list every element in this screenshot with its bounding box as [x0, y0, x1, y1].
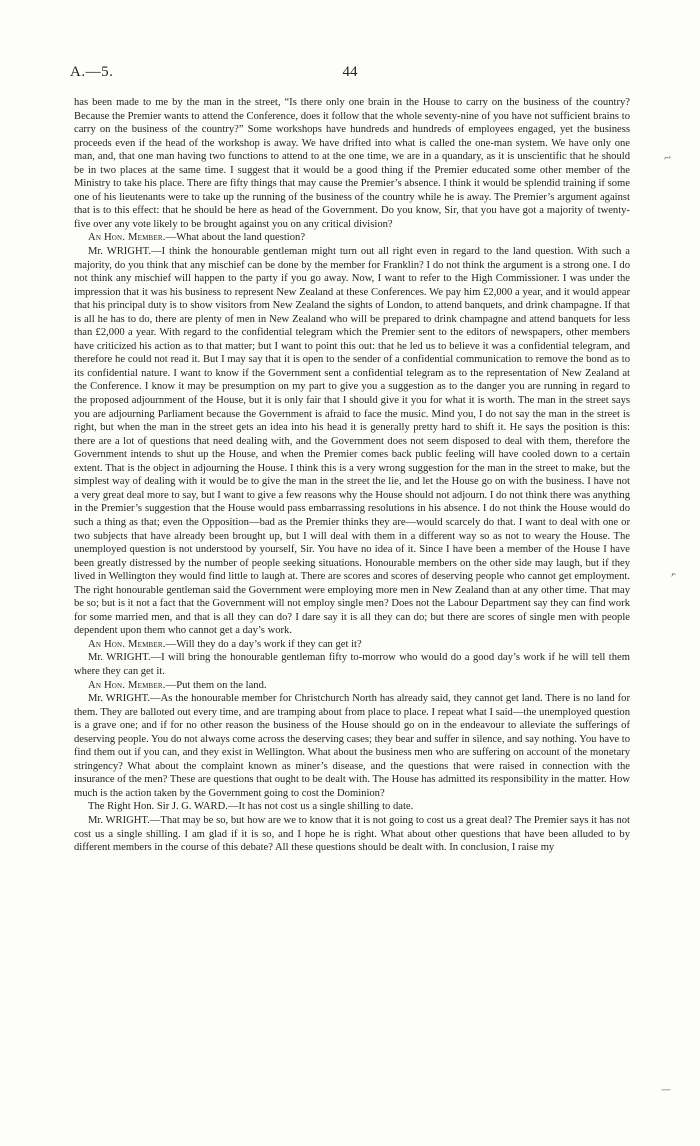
- paragraph-speech: [74, 814, 630, 855]
- speaker-name: Mr. WRIGHT.: [88, 652, 151, 664]
- paragraph-interjection: [74, 231, 630, 245]
- page-header: [70, 64, 630, 84]
- speaker-name: The Right Hon. Sir J. G. WARD.: [88, 801, 228, 813]
- document-reference: A.—5.: [70, 64, 114, 80]
- margin-pencil-mark: /: [658, 1085, 674, 1095]
- paragraph-text: —I think the honourable gentleman might turn out all right even in regard to the land question. With such a majority, do you think that any mischief can be done by the member for Franklin? I do not think the argument is a strong one. I do not think any mischief will happen to the party if you go away. Now, I want to refer to the High Commissioner. I was under the impression that it was his business to represent New Zealand at these Conferences. We pay him £2,000 a year, and it would appear that his principal duty is to show visitors from New Zealand the sights of London, to attend banquets, and drink champagne. If that is all he has to do, there are plenty of men in New Zealand who will be prepared to drink champagne and attend banquets for less than £2,000 a year. With regard to the confidential telegram which the Premier sent to the editors of newspapers, other members have criticized his action as to that matter; but I want to point this out: that he led us to believe it was a confidential telegram, and therefore he could not read it. But I may say that it is open to the sender of a confidential communication to remove the bond as to its confidential nature. I want to know if the Government sent a confidential telegram as to the representation of New Zealand at the Conference. I know it may be presumption on my part to give you a suggestion as to the danger you are running in regard to the proposed adjournment of the House, but it is only fair that I should give it you for what it is worth. The man in the street says you are adjourning Parliament because the Government is afraid to face the music. Mind you, I do not say the man in the street is right, but when the man in the street gets an idea into his head it is generally pretty hard to shift it. He says the position is this: there are a lot of questions that need dealing with, and the Government does not seem disposed to deal with them, therefore the Government intends to shut up the House, and when the Premier comes back public feeling will have cooled down to a certain extent. That is the object in adjourning the House. I think this is a very wrong suggestion for the man in the street to make, but the simplest way of dealing with it would be to give the man in the street the lie, and let the House go on with the business. I have not a very great deal more to say, but I want to give a few reasons why the House should not adjourn. I do not think there was anything in the Premier’s suggestion that the House would pass embarrassing resolutions in his absence. I do not think the House would do such a thing as that; even the Opposition—bad as the Premier thinks they are—would scarcely do that. I want to deal with one or two subjects that have already been brought up, but I will deal with them in a different way so as not to weary the House. The unemployed question is not understood by yourself, Sir. You have no idea of it. Since I have been a member of the House I have been greatly distressed by the number of people seeking situations. Honourable members on the other side may laugh, but if they lived in Wellington they would find little to laugh at. There are scores and scores of deserving people who cannot get employment. The right honourable gentleman said the Government were employing more men in New Zealand than at any other time. That may be so; but is it not a fact that the Government will not employ single men? Does not the Labour Department say they can find work for some married men, and that is all they can do? I dare say it is all they can do; but there are scores of single men with people dependent upon them who cannot get a day’s work.: [74, 246, 630, 637]
- speaker-name: An Hon. Member.: [88, 679, 166, 691]
- paragraph-speech: [74, 651, 630, 678]
- paragraph-speech: [74, 692, 630, 800]
- paragraph-text: —What about the land question?: [165, 232, 306, 244]
- paragraph-text: —As the honourable member for Christchurch North has already said, they cannot get land. There is no land for them. They are balloted out every time, and are tramping about from place to place. I repeat what I said—the unemployed question is a grave one; and if for no other reason the business of the House should go on in the endeavour to alleviate the sufferings of deserving people. You do not always come across the deserving cases; they bear and suffer in silence, and say nothing. You have to find them out if you can, and they exist in Wellington. What about the business men who are suffering on account of the monetary stringency? What about the complaint known as miner’s disease, and the questions that were raised in connection with the insurance of the men? These are questions that ought to be dealt with. The House has admitted its responsibility in the matter. How much is the action taken by the Government going to cost the Dominion?: [74, 693, 630, 799]
- paragraph-text: has been made to me by the man in the street, “Is there only one brain in the House to carry on the business of the country? Because the Premier wants to attend the Conference, does it follow that the whole seventy-nine of you have not sufficient brains to carry on the business of the country?” Some workshops have hundreds and hundreds of employees engaged, yet the business proceeds even if the head of the workshop is away. We have drifted into what is called the one-man system. We have only one man, and, that one man having two functions to attend to at the one time, we are in a quandary, as it is unscientific that he should be in two places at the same time. I suggest that it would be a good thing if the Premier educated some other member of the Ministry to take his place. There are fifty things that may cause the Premier’s absence. I think it would be splendid training if some one of his lieutenants were to take up the running of the business of the country while he is away. The Premier’s argument against that is to this effect: that he should be here as head of the Government. Do you know, Sir, that you have got a majority of twenty-five over any vote likely to be brought against you on any critical division?: [74, 97, 630, 230]
- speaker-name: Mr. WRIGHT.: [88, 246, 151, 258]
- paragraph-speech: [74, 800, 630, 814]
- paragraph-continued: [74, 96, 630, 231]
- speaker-name: Mr. WRIGHT.: [88, 814, 150, 826]
- margin-pencil-mark: ~: [662, 149, 673, 166]
- paragraph-speech: [74, 245, 630, 638]
- speaker-name: Mr. WRIGHT.: [88, 693, 150, 705]
- paragraph-interjection: [74, 679, 630, 693]
- speaker-name: An Hon. Member.: [88, 232, 166, 244]
- paragraph-text: —That may be so, but how are we to know that it is not going to cost us a great deal? The Premier says it has not cost us a single shilling. I am glad if it is so, and I hope he is right. What about other questions that have been alluded to by different members in the course of this debate? All these questions should be dealt with. In conclusion, I raise my: [74, 814, 630, 854]
- paragraph-text: —Put them on the land.: [165, 679, 267, 691]
- paragraph-text: —It has not cost us a single shilling to date.: [227, 801, 414, 813]
- paragraph-interjection: [74, 638, 630, 652]
- margin-pencil-mark: ‹: [667, 568, 683, 580]
- paragraph-text: —Will they do a day’s work if they can get it?: [165, 638, 362, 650]
- hansard-body: [74, 96, 630, 855]
- paragraph-text: —I will bring the honourable gentleman fifty to-morrow who would do a good day’s work if he will tell them where they can get it.: [74, 652, 630, 677]
- speaker-name: An Hon. Member.: [88, 638, 166, 650]
- page-number: 44: [342, 64, 358, 80]
